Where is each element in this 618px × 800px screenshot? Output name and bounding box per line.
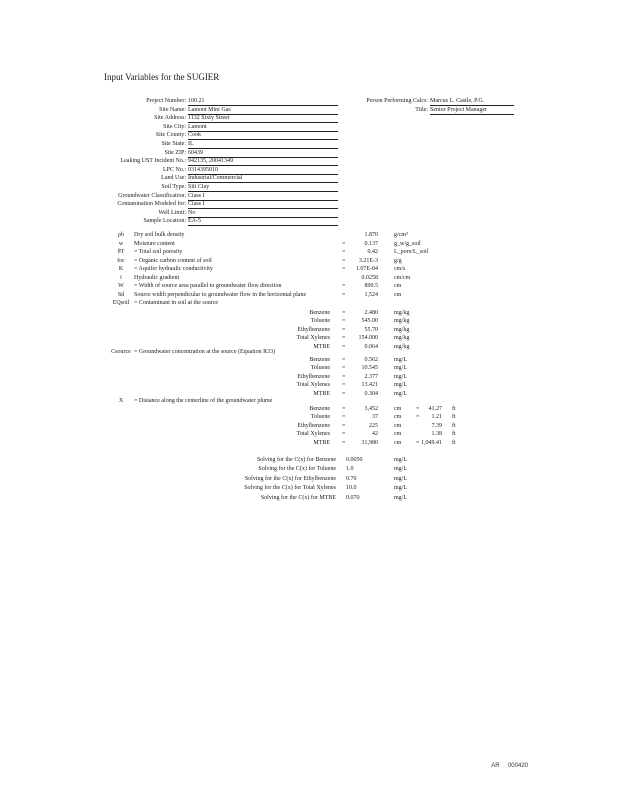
solving-unit: mg/L xyxy=(394,494,407,501)
variable-symbol: EQsoil xyxy=(112,300,130,306)
distance-contaminant-label: Toluene xyxy=(310,414,330,421)
distance-description: = Distance along the centerline of the groundwater plume xyxy=(134,398,273,404)
variable-value: 899.5 xyxy=(364,283,378,289)
solving-value: 1.0 xyxy=(346,466,354,473)
equals-sign: = xyxy=(342,335,346,342)
gw-concentration-unit: mg/L xyxy=(394,373,407,380)
field-value: Cook xyxy=(188,132,338,140)
solving-label: Solving for the C(x) for Ethylbenzene xyxy=(244,475,336,482)
distance-value: 31,980 xyxy=(361,439,378,446)
solving-value: 10.0 xyxy=(346,485,357,492)
equals-sign: = xyxy=(416,439,420,446)
equals-sign: = xyxy=(342,365,346,372)
distance-symbol: X xyxy=(118,398,124,404)
variable-symbol: w xyxy=(118,240,124,247)
variable-value: 1,524 xyxy=(364,291,378,298)
variable-unit: cm/s xyxy=(394,266,406,272)
field-value: 1132 Sixty Street xyxy=(188,115,338,123)
soil-concentration-value: 154.000 xyxy=(358,335,378,342)
gw-concentration-unit: mg/L xyxy=(394,390,407,397)
distance-feet-unit: ft xyxy=(452,414,456,421)
variable-symbol: θT xyxy=(117,249,125,255)
soil-contaminant-label: Benzene xyxy=(309,310,330,316)
distance-value: 37 xyxy=(372,414,378,421)
field-label: Sample Location: xyxy=(143,218,186,225)
equals-sign: = xyxy=(342,422,346,429)
solving-label: Solving for the C(x) for MTBE xyxy=(260,494,336,501)
equals-sign: = xyxy=(342,283,346,289)
variable-symbol: W xyxy=(118,283,124,289)
gw-contaminant-label: Toluene xyxy=(310,365,330,372)
field-label: Site Name: xyxy=(159,106,186,113)
footer-bates-number: 000420 xyxy=(507,763,528,769)
field-value: Lamont xyxy=(188,124,338,132)
equals-sign: = xyxy=(342,406,346,412)
variable-unit: g_w/g_soil xyxy=(394,240,421,247)
preparer-label: Person Performing Calcs: xyxy=(366,98,428,104)
variable-description: = Contaminant in soil at the source xyxy=(134,300,219,306)
equals-sign: = xyxy=(342,257,346,264)
distance-feet-unit: ft xyxy=(452,431,456,438)
equals-sign: = xyxy=(342,266,346,272)
gw-contaminant-label: Ethylbenzene xyxy=(297,373,330,380)
soil-contaminant-label: Ethylbenzene xyxy=(297,326,330,333)
soil-contaminant-label: MTBE xyxy=(313,343,330,350)
variable-value: 0.0258 xyxy=(361,274,378,281)
variable-unit: L_pore/L_soil xyxy=(394,249,429,255)
soil-concentration-unit: mg/kg xyxy=(394,326,410,333)
field-label: Site State: xyxy=(161,141,186,147)
distance-unit: cm xyxy=(394,406,402,412)
gw-contaminant-label: Benzene xyxy=(309,357,330,363)
field-value: Industrial/Commercial xyxy=(188,175,338,183)
preparer-value: Senior Project Manager xyxy=(430,107,514,115)
variable-symbol: ρb xyxy=(118,232,124,238)
equals-sign: = xyxy=(416,406,420,412)
groundwater-symbol: Csource xyxy=(111,349,131,355)
footer-ar: AR xyxy=(491,763,500,769)
distance-feet-value: 1,049.41 xyxy=(421,439,442,446)
soil-concentration-unit: mg/kg xyxy=(394,343,410,350)
preparer-value: Marcus L. Castle, P.G. xyxy=(430,98,514,106)
gw-contaminant-label: Total Xylenes xyxy=(296,382,330,389)
equals-sign: = xyxy=(342,357,346,363)
equals-sign: = xyxy=(342,326,346,333)
variable-value: 0.137 xyxy=(364,240,378,247)
variable-unit: cm/cm xyxy=(394,274,411,281)
field-label: Land Use: xyxy=(161,175,186,182)
variable-unit: g/g xyxy=(394,257,402,264)
distance-feet-value: 41.27 xyxy=(428,406,442,412)
variable-description: Hydraulic gradient xyxy=(134,274,180,281)
variable-description: = Width of source area parallel to groundwater flow direction xyxy=(134,283,282,289)
field-label: LPC No.: xyxy=(162,166,186,173)
soil-concentration-unit: mg/kg xyxy=(394,318,410,325)
variable-unit: cm xyxy=(394,283,402,289)
equals-sign: = xyxy=(342,431,346,438)
field-value: Lamont Mini Gas xyxy=(188,107,338,115)
equals-sign: = xyxy=(342,373,346,380)
solving-unit: mg/L xyxy=(394,475,407,482)
gw-concentration-value: 0.562 xyxy=(364,357,378,363)
soil-contaminant-label: Toluene xyxy=(310,318,330,325)
field-value: EA-5 xyxy=(188,218,338,226)
field-value: Class I xyxy=(188,201,338,209)
variable-symbol: Sd xyxy=(117,291,125,298)
gw-concentration-value: 10.545 xyxy=(361,365,378,372)
field-label: Site ZIP: xyxy=(164,149,186,156)
equals-sign: = xyxy=(342,439,346,446)
equals-sign: = xyxy=(342,249,346,255)
distance-value: 42 xyxy=(372,431,378,438)
distance-feet-value: 1.21 xyxy=(431,414,442,421)
variable-value: 1.870 xyxy=(364,232,378,238)
distance-feet-value: 1.38 xyxy=(431,431,442,438)
field-label: Groundwater Classification: xyxy=(118,192,186,199)
field-value: Silt Clay xyxy=(188,184,338,192)
field-value: 100.21 xyxy=(188,98,338,106)
field-value: No xyxy=(188,210,338,218)
distance-unit: cm xyxy=(394,431,402,438)
distance-contaminant-label: Benzene xyxy=(309,406,330,412)
field-label: Leaking UST Incident No.: xyxy=(120,158,186,165)
soil-concentration-unit: mg/kg xyxy=(394,310,410,316)
equals-sign: = xyxy=(342,291,346,298)
soil-concentration-value: 2.480 xyxy=(364,310,378,316)
gw-concentration-unit: mg/L xyxy=(394,357,407,363)
variable-description: = Aquifer hydraulic conductivity xyxy=(134,266,213,272)
distance-unit: cm xyxy=(394,439,402,446)
soil-concentration-unit: mg/kg xyxy=(394,335,410,342)
equals-sign: = xyxy=(342,240,346,247)
equals-sign: = xyxy=(342,343,346,350)
page-title: Input Variables for the SUGIER xyxy=(104,72,220,82)
gw-concentration-unit: mg/L xyxy=(394,382,407,389)
distance-feet-unit: ft xyxy=(452,439,456,446)
variable-symbol: i xyxy=(120,274,122,281)
distance-unit: cm xyxy=(394,422,402,429)
equals-sign: = xyxy=(342,382,346,389)
field-label: Project Number: xyxy=(146,98,186,104)
solving-value: 0.070 xyxy=(346,494,360,501)
soil-contaminant-label: Total Xylenes xyxy=(296,335,330,342)
distance-contaminant-label: Ethylbenzene xyxy=(297,422,330,429)
variable-description: = Total soil porosity xyxy=(134,249,183,255)
gw-concentration-value: 13.421 xyxy=(361,382,378,389)
field-value: 942135, 20041349 xyxy=(188,158,338,166)
distance-value: 3,452 xyxy=(364,406,378,412)
variable-symbol: K xyxy=(118,266,124,272)
solving-label: Solving for the C(x) for Total Xylenes xyxy=(244,485,336,492)
solving-value: 0.0050 xyxy=(346,457,363,463)
distance-feet-unit: ft xyxy=(452,406,456,412)
equals-sign: = xyxy=(342,414,346,421)
field-label: Site Address: xyxy=(154,115,186,122)
field-value: 0314395010 xyxy=(188,167,338,175)
distance-value: 225 xyxy=(369,422,378,429)
variable-description: Source width perpendicular to groundwater flow in the horizontal plane xyxy=(134,291,307,298)
gw-contaminant-label: MTBE xyxy=(313,390,330,397)
solving-value: 0.70 xyxy=(346,475,357,482)
equals-sign: = xyxy=(342,318,346,325)
variable-value: 0.42 xyxy=(367,249,378,255)
variable-value: 1.07E-04 xyxy=(355,266,378,272)
soil-concentration-value: 545.00 xyxy=(361,318,378,325)
field-value: IL xyxy=(188,141,338,149)
gw-concentration-value: 2.377 xyxy=(364,373,378,380)
solving-label: Solving for the C(x) for Toluene xyxy=(258,466,336,473)
field-value: Class I xyxy=(188,193,338,201)
solving-unit: mg/L xyxy=(394,485,407,492)
groundwater-description: = Groundwater concentration at the source (Equation R33) xyxy=(134,349,276,355)
variable-description: Dry soil bulk density xyxy=(134,232,185,238)
gw-concentration-value: 0.304 xyxy=(364,390,378,397)
variable-unit: cm xyxy=(394,291,402,298)
solving-label: Solving for the C(x) for Benzene xyxy=(256,457,336,463)
soil-concentration-value: 55.70 xyxy=(364,326,378,333)
field-label: Site City: xyxy=(163,123,186,130)
field-label: Contamination Modeled for: xyxy=(117,201,186,208)
equals-sign: = xyxy=(342,310,346,316)
preparer-label: Title: xyxy=(415,106,428,113)
solving-unit: mg/L xyxy=(394,457,407,463)
equals-sign: = xyxy=(416,414,420,421)
variable-unit: g/cm³ xyxy=(394,232,408,238)
variable-description: = Organic carbon content of soil xyxy=(134,257,212,264)
solving-unit: mg/L xyxy=(394,466,407,473)
variable-description: Moisture content xyxy=(134,240,175,247)
distance-feet-value: 7.39 xyxy=(431,422,442,429)
distance-feet-unit: ft xyxy=(452,422,456,429)
gw-concentration-unit: mg/L xyxy=(394,365,407,372)
distance-contaminant-label: MTBE xyxy=(313,439,330,446)
variable-symbol: foc xyxy=(117,257,125,264)
variable-value: 3.21E-3 xyxy=(358,257,378,264)
field-value: 60439 xyxy=(188,150,338,158)
field-label: Well Limit: xyxy=(158,209,186,216)
equals-sign: = xyxy=(342,390,346,397)
distance-unit: cm xyxy=(394,414,402,421)
field-label: Soil Type: xyxy=(161,184,186,190)
soil-concentration-value: 0.064 xyxy=(364,343,378,350)
field-label: Site County: xyxy=(155,132,186,139)
distance-contaminant-label: Total Xylenes xyxy=(296,431,330,438)
page-footer xyxy=(491,763,528,769)
